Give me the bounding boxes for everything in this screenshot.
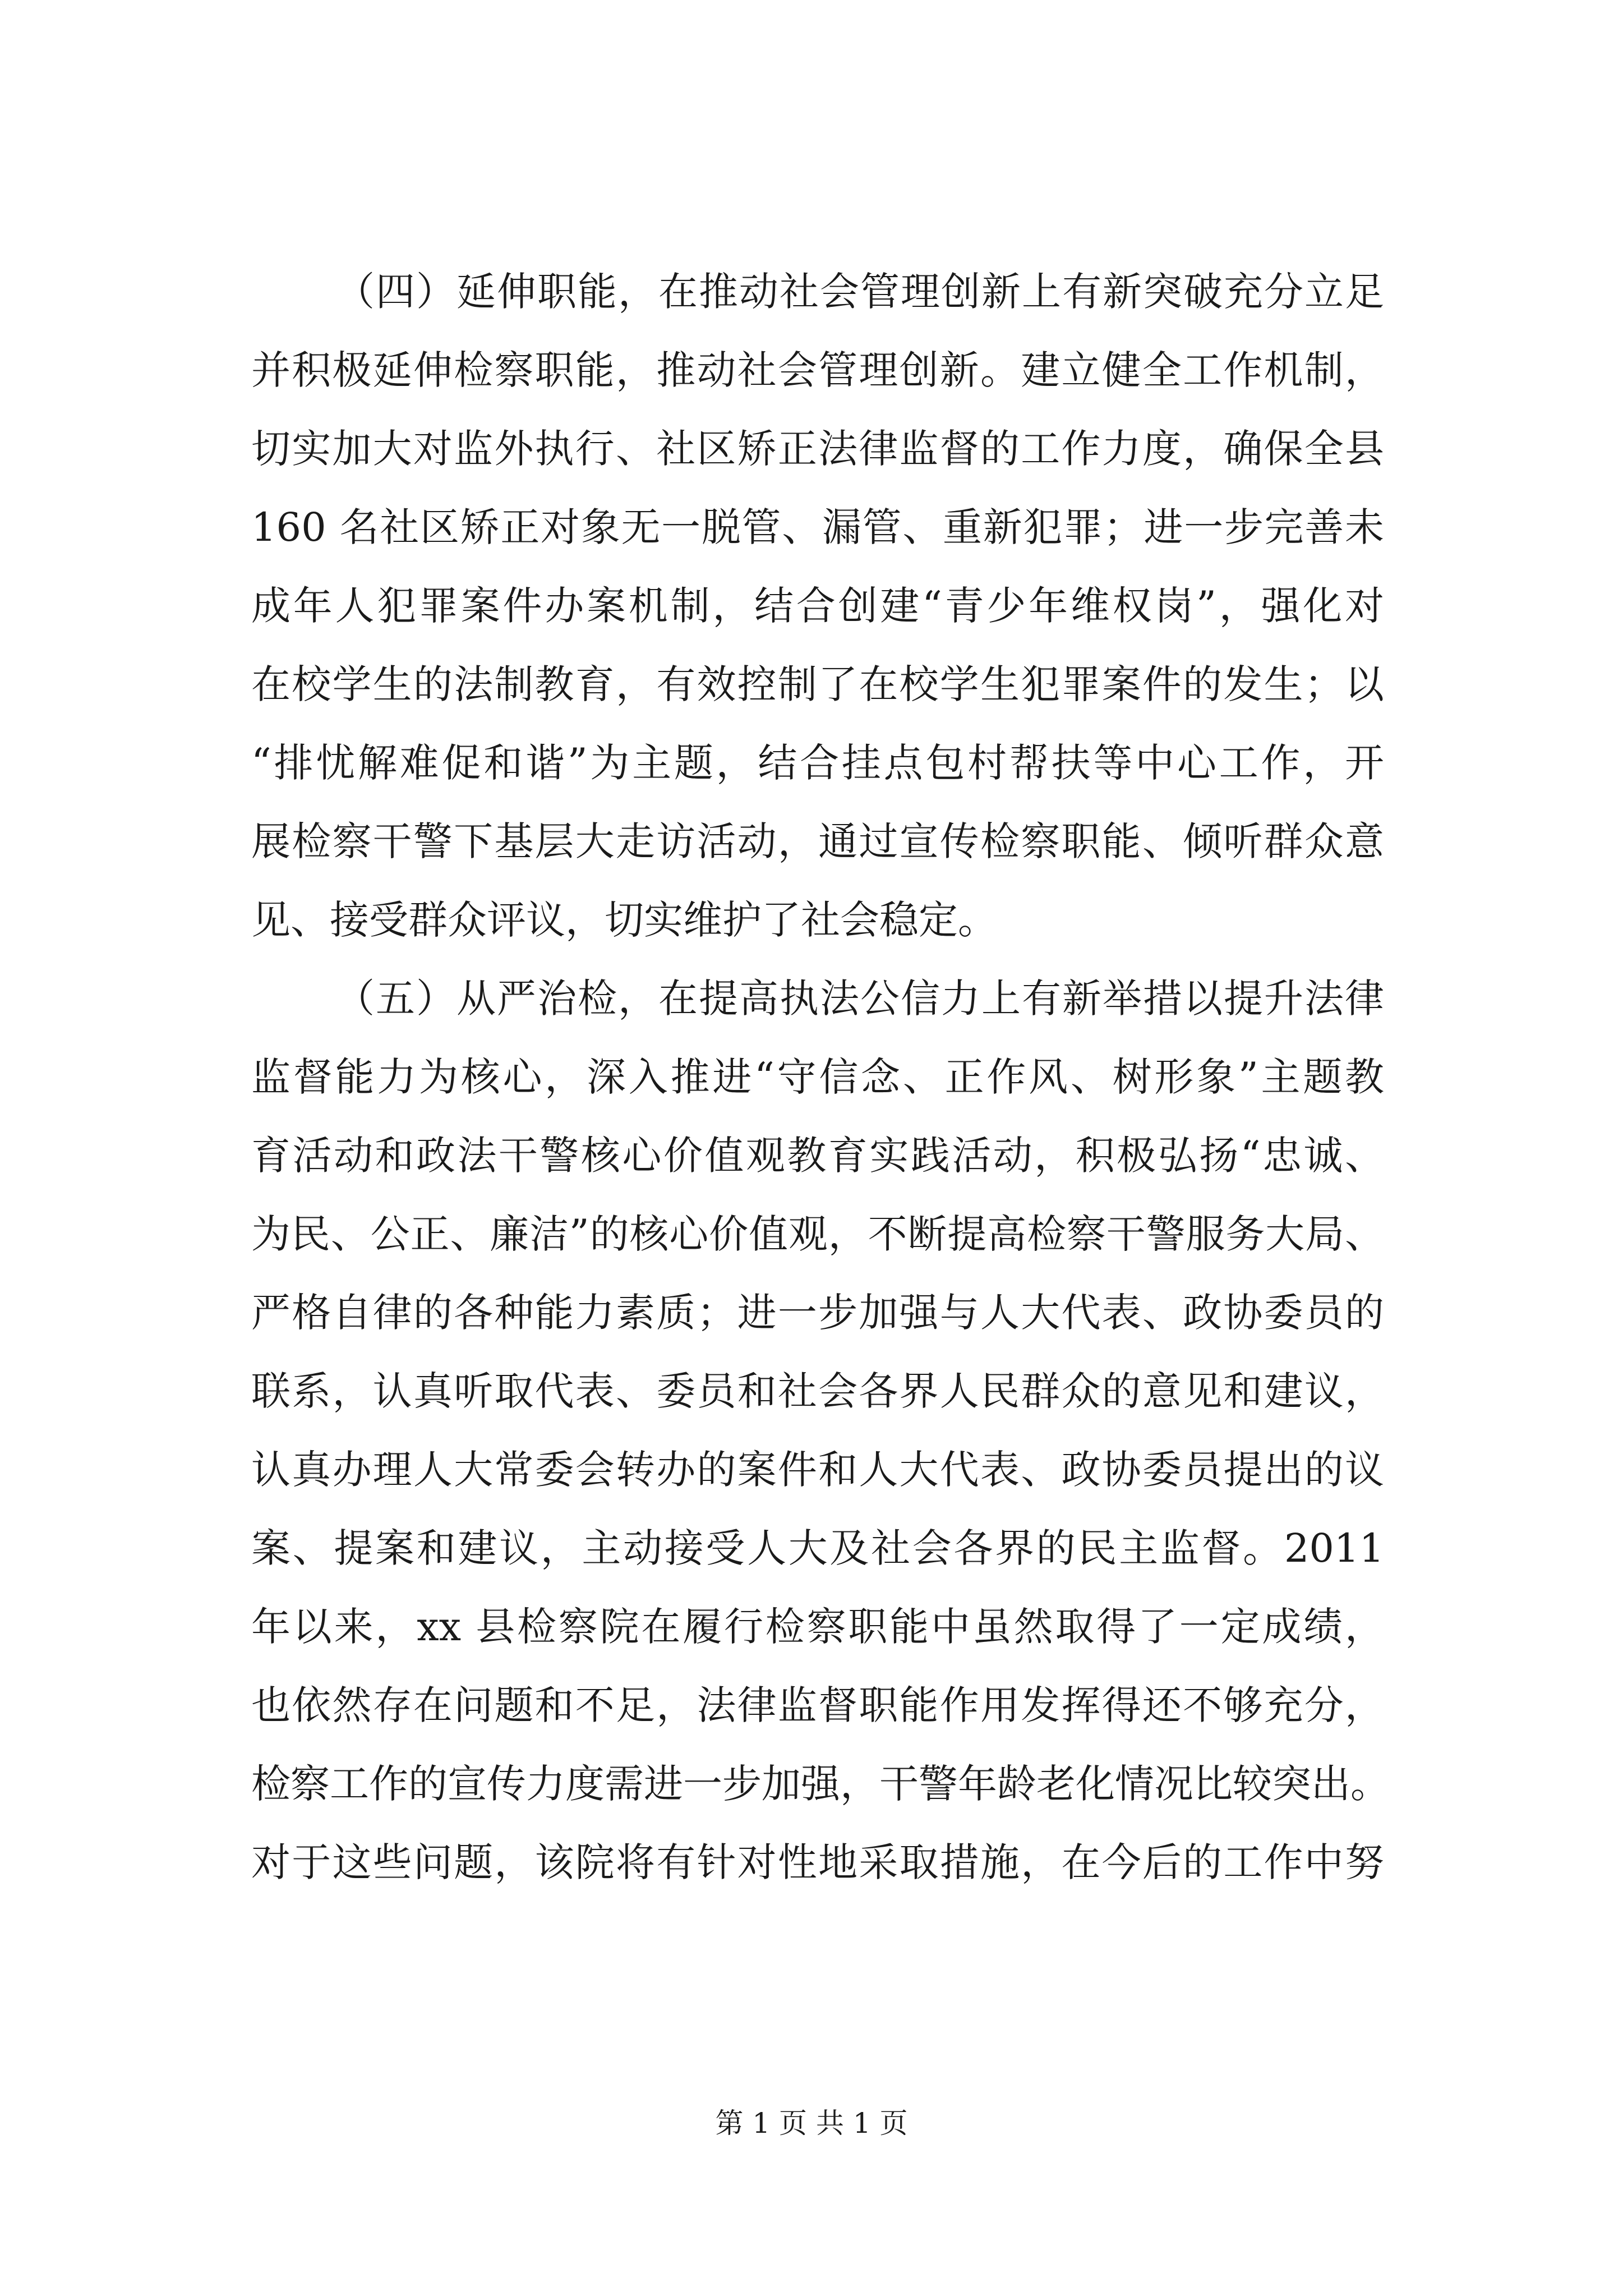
- page-footer: 第 1 页 共 1 页: [715, 2107, 908, 2139]
- paragraph-line: （四）延伸职能，在推动社会管理创新上有新突破充分立足: [335, 269, 1384, 315]
- paragraph-line: 检察工作的宣传力度需进一步加强，干警年龄老化情况比较突出。: [251, 1761, 1390, 1807]
- paragraph-line: 见、接受群众评议，切实维护了社会稳定。: [251, 897, 997, 943]
- paragraph-line: 为民、公正、廉洁”的核心价值观，不断提高检察干警服务大局、: [251, 1211, 1384, 1257]
- paragraph-line: 成年人犯罪案件办案机制，结合创建“青少年维权岗”，强化对: [251, 583, 1384, 629]
- paragraph-line: 联系，认真听取代表、委员和社会各界人民群众的意见和建议，: [251, 1368, 1384, 1414]
- paragraph-line: 年以来，xx 县检察院在履行检察职能中虽然取得了一定成绩，: [251, 1604, 1384, 1650]
- paragraph-line: “排忧解难促和谐”为主题，结合挂点包村帮扶等中心工作，开: [251, 740, 1384, 786]
- paragraph-line: 对于这些问题，该院将有针对性地采取措施，在今后的工作中努: [251, 1839, 1384, 1885]
- document-body: [251, 252, 1390, 1902]
- paragraph-line: 160 名社区矫正对象无一脱管、漏管、重新犯罪；进一步完善未: [251, 504, 1384, 550]
- paragraph-line: 也依然存在问题和不足，法律监督职能作用发挥得还不够充分，: [251, 1682, 1384, 1728]
- paragraph-line: 育活动和政法干警核心价值观教育实践活动，积极弘扬“忠诚、: [251, 1133, 1384, 1179]
- paragraph-line: 案、提案和建议，主动接受人大及社会各界的民主监督。2011: [251, 1525, 1384, 1571]
- paragraph-line: 认真办理人大常委会转办的案件和人大代表、政协委员提出的议: [251, 1447, 1384, 1493]
- paragraph-line: 展检察干警下基层大走访活动，通过宣传检察职能、倾听群众意: [251, 818, 1384, 864]
- paragraph-line: 监督能力为核心，深入推进“守信念、正作风、树形象”主题教: [251, 1054, 1384, 1100]
- paragraph-line: 在校学生的法制教育，有效控制了在校学生犯罪案件的发生；以: [251, 661, 1384, 707]
- paragraph-line: 切实加大对监外执行、社区矫正法律监督的工作力度，确保全县: [251, 426, 1384, 472]
- paragraph-line: （五）从严治检，在提高执法公信力上有新举措以提升法律: [335, 976, 1384, 1022]
- paragraph-line: 严格自律的各种能力素质；进一步加强与人大代表、政协委员的: [251, 1290, 1384, 1336]
- paragraph-line: 并积极延伸检察职能，推动社会管理创新。建立健全工作机制，: [251, 347, 1384, 393]
